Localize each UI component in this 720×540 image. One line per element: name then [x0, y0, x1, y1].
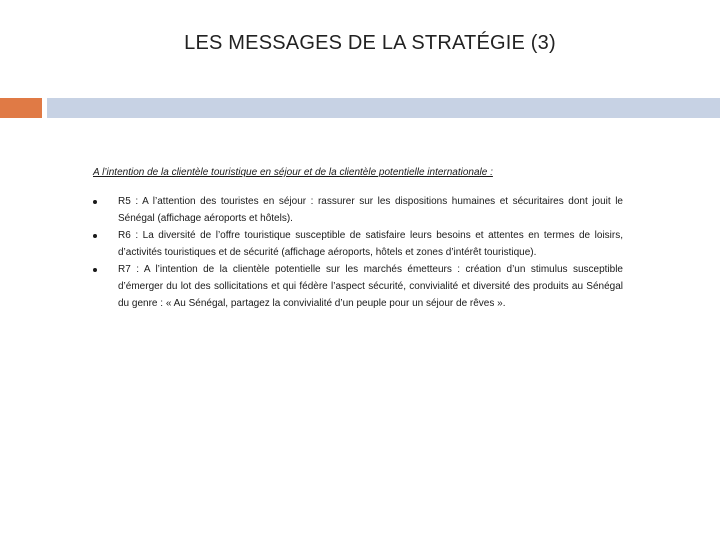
- bullet-item-r7: [93, 261, 623, 312]
- bullet-list: [93, 193, 623, 312]
- bullet-text: R5 : A l’attention des touristes en séjour : rassurer sur les dispositions humaines et sécuritaires dont jouit le Sénégal (affichage aéroports et hôtels).: [118, 196, 623, 224]
- bullet-dot-icon: [93, 234, 97, 238]
- bullet-text: R6 : La diversité de l’offre touristique susceptible de satisfaire leurs besoins et attentes en termes de loisirs, d’activités touristiques et de sécurité (affichage aéroports, hôtels et zones d’intérêt touristique).: [118, 230, 623, 258]
- slide-title: LES MESSAGES DE LA STRATÉGIE (3): [184, 32, 556, 54]
- bullet-text: R7 : A l’intention de la clientèle potentielle sur les marchés émetteurs : création d’un stimulus susceptible d’émerger du lot des sollicitations et qui fédère l’aspect sécurité, convivialité et diversité des produits au Sénégal du genre : « Au Sénégal, partagez la convivialité d’un peuple pour un séjour de rêves ».: [118, 264, 623, 309]
- accent-block-orange: [0, 98, 42, 118]
- bullet-item-r6: [93, 227, 623, 261]
- bullet-dot-icon: [93, 200, 97, 204]
- slide-content: [93, 164, 623, 312]
- bullet-dot-icon: [93, 268, 97, 272]
- bullet-item-r5: [93, 193, 623, 227]
- intro-text: A l’intention de la clientèle touristique en séjour et de la clientèle potentielle internationale :: [93, 167, 493, 178]
- accent-bar-blue: [47, 98, 720, 118]
